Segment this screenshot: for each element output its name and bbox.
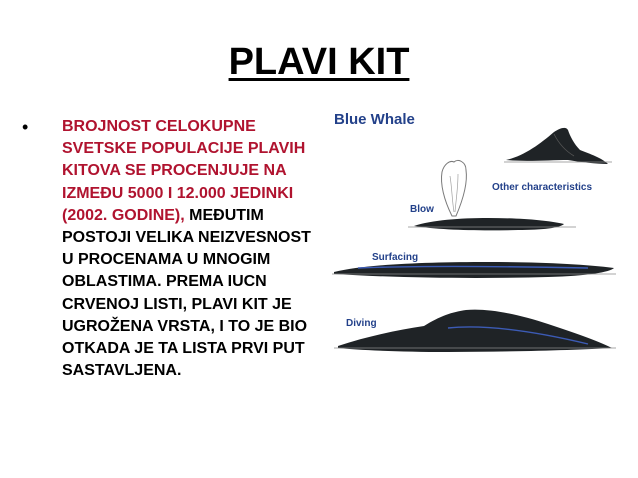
bullet-text-highlight: BROJNOST CELOKUPNE SVETSKE POPULACIJE PLAVIH KITOVA SE PROCENJUJE NA IZMEĐU 5000 I 12.000 JEDINKI (2002. GODINE), — [62, 118, 306, 224]
bullet-text-body: MEĐUTIM POSTOJI VELIKA NEIZVESNOST U PROCENAMA U MNOGIM OBLASTIMA. PREMA IUCN CRVENOJ LISTI, PLAVI KIT JE UGROŽENA VRSTA, I TO JE BIO OTKADA JE TA LISTA PRVI PUT SASTAVLJENA. — [62, 206, 311, 380]
figure-title: Blue Whale — [334, 111, 415, 128]
tail-fluke-icon — [506, 128, 608, 164]
label-surfacing: Surfacing — [372, 252, 419, 263]
bullet-text — [62, 116, 314, 382]
whale-surfacing-body — [334, 262, 614, 278]
label-blow: Blow — [410, 204, 434, 215]
whale-diagram — [328, 104, 618, 374]
whale-diving-body — [338, 310, 612, 352]
blow-spout-icon — [441, 160, 466, 216]
blue-whale-illustration — [328, 104, 618, 374]
slide-title: PLAVI KIT — [228, 41, 410, 83]
bullet-marker: • — [22, 117, 29, 137]
label-diving: Diving — [346, 318, 377, 329]
whale-blow-body — [414, 218, 564, 230]
label-other-characteristics: Other characteristics — [492, 182, 593, 193]
